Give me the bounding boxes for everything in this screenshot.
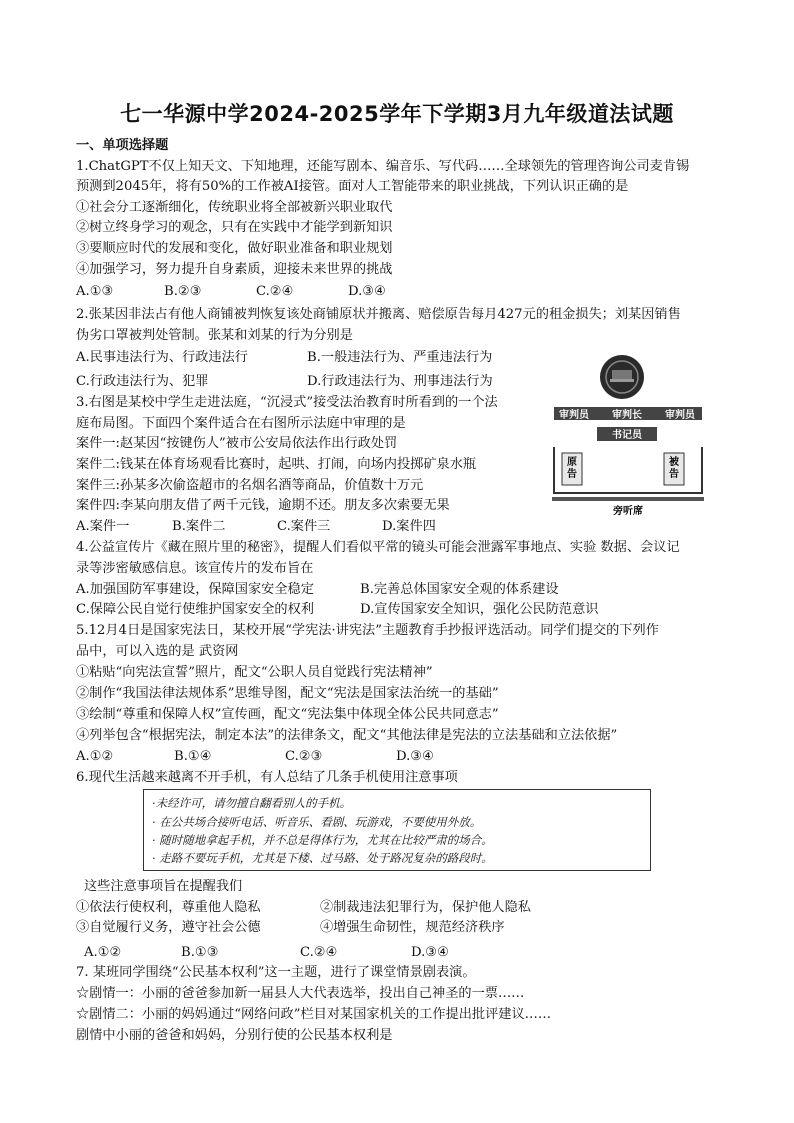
- q1-statement-4: ④加强学习，努力提升自身素质，迎接未来世界的挑战: [76, 262, 393, 277]
- q3-case-4: 案件四:李某向朋友借了两千元钱，逾期不还。朋友多次索要无果: [76, 498, 450, 513]
- q1-option-c[interactable]: C.②④: [256, 284, 294, 299]
- q2-stem-line1: 2.张某因非法占有他人商铺被判恢复该处商铺原状并搬离、赔偿原告每月427元的租金损失；刘某因销售: [76, 307, 681, 322]
- q7-scene-1: ☆剧情一：小丽的爸爸参加新一届县人大代表选举，投出自己神圣的一票……: [76, 986, 525, 1001]
- q1-statement-1: ①社会分工逐渐细化，传统职业将全部被新兴职业取代: [76, 200, 393, 215]
- q4-option-b[interactable]: B.完善总体国家安全观的体系建设: [360, 582, 559, 597]
- gallery-label: 旁听席: [613, 506, 643, 517]
- q4-option-c[interactable]: C.保障公民自觉行使维护国家安全的权利: [76, 602, 314, 617]
- q3-option-a[interactable]: A.案件一: [76, 519, 130, 534]
- q3-case-2: 案件二:钱某在体育场观看比赛时，起哄、打闹，向场内投掷矿泉水瓶: [76, 457, 477, 472]
- q1-stem-line1: 1.ChatGPT不仅上知天文、下知地理，还能写剧本、编音乐、写代码……全球领先的管理咨询公司麦肯锡: [76, 159, 690, 174]
- q6-statement-2: ②制裁违法犯罪行为，保护他人隐私: [320, 900, 531, 915]
- q1-option-d[interactable]: D.③④: [348, 284, 386, 299]
- phone-tip-2: · 在公共场合接听电话、听音乐、看剧、玩游戏，不要使用外放。: [152, 815, 482, 829]
- q6-option-d[interactable]: D.③④: [411, 945, 449, 960]
- judge-left-label: 审判员: [559, 410, 589, 421]
- courtroom-layout-diagram: [552, 355, 722, 520]
- defendant-label: 被告: [669, 457, 679, 480]
- q5-option-c[interactable]: C.②③: [285, 749, 323, 764]
- q7-question: 剧情中小丽的爸爸和妈妈，分别行使的公民基本权利是: [76, 1028, 393, 1043]
- q4-stem-line1: 4.公益宣传片《藏在照片里的秘密》，提醒人们看似平常的镜头可能会泄露军事地点、实验 数据、会议记: [76, 540, 680, 555]
- phone-tip-1: ·未经许可，请勿擅自翻看别人的手机。: [152, 796, 352, 810]
- q5-option-d[interactable]: D.③④: [396, 749, 434, 764]
- phone-tips-box: [143, 789, 651, 871]
- q1-option-a[interactable]: A.①③: [76, 284, 114, 299]
- section-heading: 一、单项选择题: [76, 138, 169, 153]
- q3-stem-line2: 庭布局图。下面四个案件适合在右图所示法庭中审理的是: [76, 416, 406, 431]
- q6-stem-line2: 这些注意事项旨在提醒我们: [84, 879, 243, 894]
- q5-statement-4: ④列举包含“根据宪法，制定本法”的法律条文，配文“其他法律是宪法的立法基础和立法依据”: [76, 728, 618, 743]
- q2-option-d[interactable]: D.行政违法行为、刑事违法行为: [307, 374, 493, 389]
- q4-option-d[interactable]: D.宣传国家安全知识，强化公民防范意识: [360, 602, 599, 617]
- clerk-label: 书记员: [612, 430, 642, 441]
- q2-option-a[interactable]: A.民事违法行为、行政违法行: [76, 350, 248, 365]
- q7-scene-2: ☆剧情二：小丽的妈妈通过“网络问政”栏目对某国家机关的工作提出批评建议……: [76, 1007, 552, 1022]
- q5-stem-line2: 品中，可以入选的是 武资网: [76, 644, 239, 659]
- judge-chief-label: 审判长: [612, 410, 642, 421]
- q1-statement-2: ②树立终身学习的观念，只有在实践中才能学到新知识: [76, 220, 393, 235]
- q4-stem-line2: 录等涉密敏感信息。该宣传片的发布旨在: [76, 561, 314, 576]
- q6-option-a[interactable]: A.①②: [84, 945, 122, 960]
- judge-right-label: 审判员: [665, 410, 695, 421]
- q1-statement-3: ③要顺应时代的发展和变化，做好职业准备和职业规划: [76, 241, 393, 256]
- q5-option-b[interactable]: B.①④: [174, 749, 212, 764]
- q5-statement-2: ②制作“我国法律法规体系”思维导图，配文“宪法是国家法治统一的基础”: [76, 686, 499, 701]
- q6-statement-1: ①依法行使权利，尊重他人隐私: [76, 900, 261, 915]
- q1-stem-line2: 预测到2045年，将有50%的工作被AI接管。面对人工智能带来的职业挑战，下列认识正确的是: [76, 179, 629, 194]
- page-title: 七一华源中学2024-2025学年下学期3月九年级道法试题: [120, 102, 674, 126]
- q5-option-a[interactable]: A.①②: [76, 749, 114, 764]
- phone-tip-3: · 随时随地拿起手机，并不总是得体行为，尤其在比较严肃的场合。: [152, 833, 493, 847]
- q3-stem-line1: 3.右图是某校中学生走进法庭，“沉浸式”接受法治教育时所看到的一个法: [76, 395, 498, 410]
- phone-tip-4: · 走路不要玩手机，尤其是下楼、过马路、处于路况复杂的路段时。: [152, 851, 493, 865]
- q3-option-d[interactable]: D.案件四: [382, 519, 436, 534]
- q6-stem: 6.现代生活越来越离不开手机，有人总结了几条手机使用注意事项: [76, 770, 458, 785]
- q3-option-c[interactable]: C.案件三: [277, 519, 331, 534]
- q2-stem-line2: 伪劣口罩被判处管制。张某和刘某的行为分别是: [76, 328, 353, 343]
- q6-statement-3: ③自觉履行义务，遵守社会公德: [76, 920, 261, 935]
- q6-statement-4: ④增强生命韧性，规范经济秩序: [320, 920, 505, 935]
- national-emblem-icon: [600, 355, 644, 399]
- q6-option-b[interactable]: B.①③: [181, 945, 219, 960]
- q2-option-c[interactable]: C.行政违法行为、犯罪: [76, 374, 209, 389]
- plaintiff-label: 原告: [567, 457, 577, 480]
- q5-stem-line1: 5.12月4日是国家宪法日，某校开展“学宪法·讲宪法”主题教育手抄报评选活动。同学们提交的下列作: [76, 623, 659, 638]
- q5-statement-1: ①粘贴“向宪法宣誓”照片，配文“公职人员自觉践行宪法精神”: [76, 665, 433, 680]
- q7-stem: 7. 某班同学围绕“公民基本权利”这一主题，进行了课堂情景剧表演。: [76, 965, 476, 980]
- q5-statement-3: ③绘制“尊重和保障人权”宣传画，配文“宪法集中体现全体公民共同意志”: [76, 707, 499, 722]
- q4-option-a[interactable]: A.加强国防军事建设，保障国家安全稳定: [76, 582, 314, 597]
- q2-option-b[interactable]: B.一般违法行为、严重违法行为: [307, 350, 493, 365]
- q3-case-3: 案件三:孙某多次偷盗超市的名烟名酒等商品，价值数十万元: [76, 478, 424, 493]
- q6-option-c[interactable]: C.②④: [300, 945, 338, 960]
- q3-option-b[interactable]: B.案件二: [172, 519, 226, 534]
- q1-option-b[interactable]: B.②③: [164, 284, 202, 299]
- q3-case-1: 案件一:赵某因“按键伤人”被市公安局依法作出行政处罚: [76, 436, 398, 451]
